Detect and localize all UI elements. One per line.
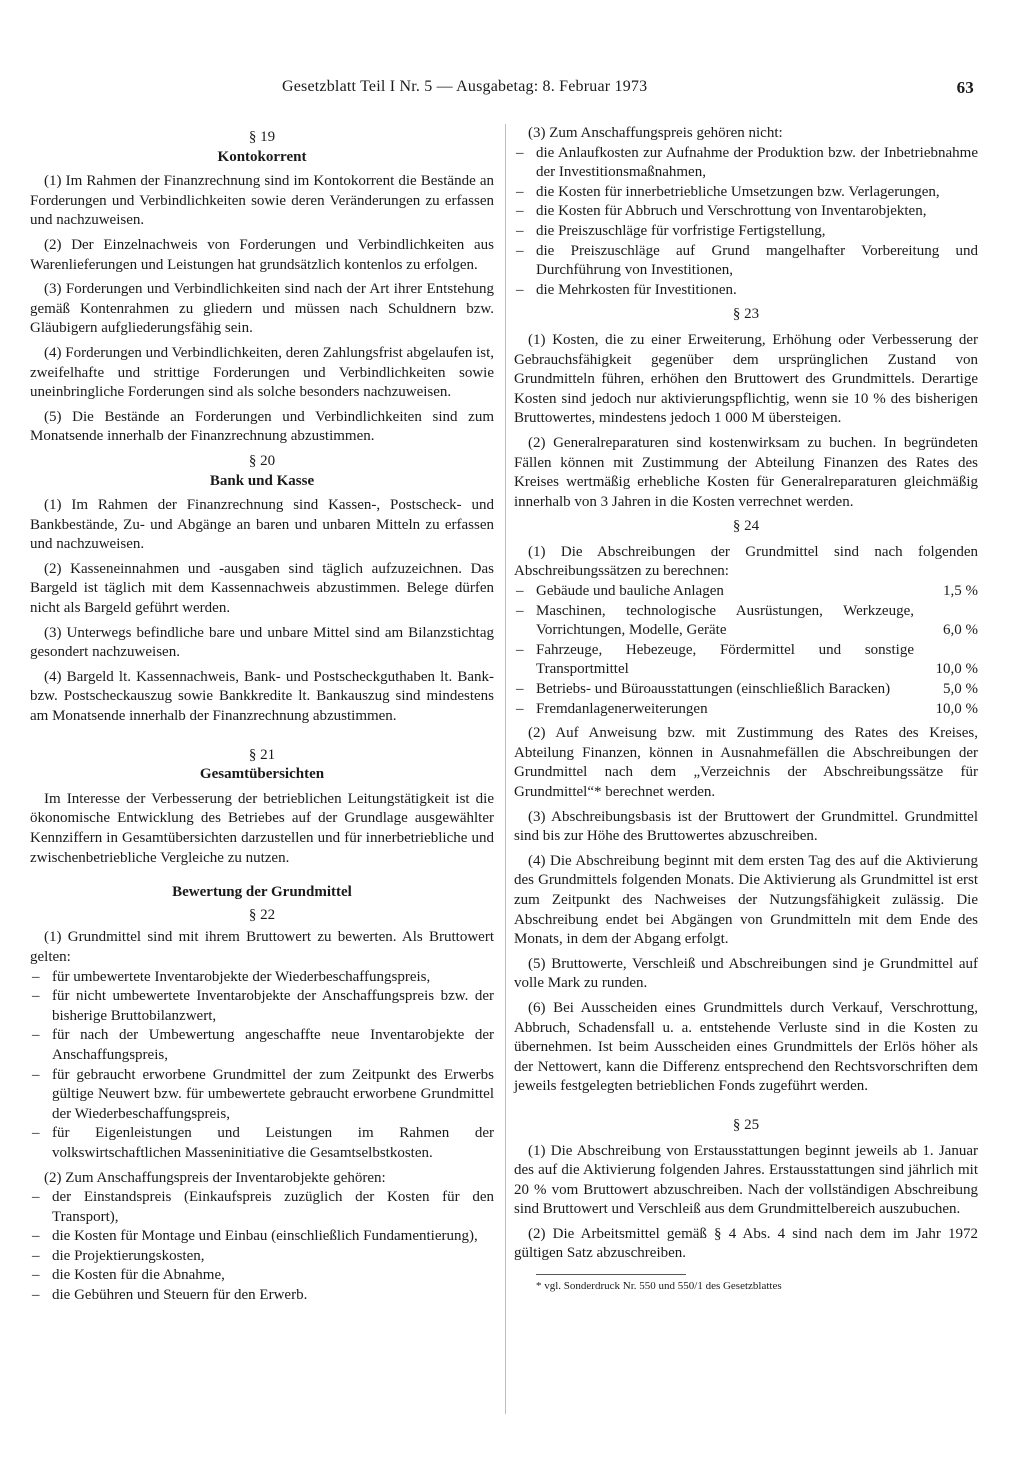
section-23-number: § 23 — [732, 306, 760, 323]
s24-paragraph-4: (4) Die Abschreibung beginnt mit dem ersten Tag des auf die Aktivierung des Grundmittels folgenden Monats. Die Aktivierung als Grundmittel ist erst zum Zeitpunkt des Nachweises der Nutzungsfähigkeit zulässig. Die Abschreibung endet bei Abgängen von Grundmitteln mit dem Ende des Monats, in dem der Abgang erfolgt. — [514, 852, 978, 948]
rate-row — [514, 602, 978, 641]
s19-paragraph-2: (2) Der Einzelnachweis von Forderungen und Verbindlichkeiten aus Warenlieferungen und Leistungen hat grundsätzlich kontenlos zu erfolgen. — [30, 236, 494, 273]
section-19-heading: Kontokorrent — [217, 148, 307, 165]
rate-label: – Gebäude und bauliche Anlagen — [536, 583, 724, 600]
s24-paragraph-1: (1) Die Abschreibungen der Grundmittel sind nach folgenden Abschreibungssätzen zu berechnen: — [514, 543, 978, 580]
section-21-heading: Gesamtübersichten — [199, 766, 325, 783]
rate-value: 6,0 % — [943, 622, 978, 639]
s23-paragraph-2: (2) Generalreparaturen sind kostenwirksam zu buchen. In begründeten Fällen können mit Zustimmung der Abteilung Finanzen des Rates des Kreises wertmäßig erhebliche Kosten für Generalreparaturen gleichmäßig innerhalb von 3 Jahren in die Kosten verrechnet werden. — [514, 434, 978, 510]
list-item: – der Einstandspreis (Einkaufspreis zuzüglich der Kosten für den Transport), — [30, 1188, 494, 1227]
rate-value: 5,0 % — [943, 681, 978, 698]
rate-value: 10,0 % — [935, 700, 978, 717]
s22-paragraph-2: (2) Zum Anschaffungspreis der Inventarobjekte gehören: — [44, 1169, 386, 1186]
rate-row — [514, 680, 978, 700]
s24-paragraph-6: (6) Bei Ausscheiden eines Grundmittels durch Verkauf, Verschrottung, Abbruch, Schadensfall u. a. entstehende Verluste sind in die Kosten zu übernehmen. Ist beim Ausscheiden eines Grundmittels der Erlös höher als der Nettowert, kann die Differenz entsprechend den Rechtsvorschriften dem jeweils festgelegten betrieblichen Fonds zugeführt werden. — [514, 999, 978, 1095]
list-item: – die Kosten für Abbruch und Verschrottung von Inventarobjekten, — [514, 202, 978, 222]
left-column — [30, 124, 494, 1311]
rate-label: – Fremdanlagenerweiterungen — [536, 700, 708, 717]
s21-paragraph-1: Im Interesse der Verbesserung der betrieblichen Leitungstätigkeit ist die ökonomische Entwicklung des Betriebes auf der Grundlage ausgewählter Kennziffern in Gesamtübersichten darzustellen und für innerbetriebliche und zwischenbetriebliche Vergleiche zu nutzen. — [30, 790, 494, 866]
group-heading-grundmittel: Bewertung der Grundmittel — [172, 884, 352, 901]
list-item: – die Gebühren und Steuern für den Erwerb. — [30, 1286, 494, 1306]
list-item: – die Kosten für Montage und Einbau (einschließlich Fundamentierung), — [30, 1227, 494, 1247]
rate-label: – Maschinen, technologische Ausrüstungen, Werkzeuge, Vorrichtungen, Modelle, Geräte — [536, 602, 914, 639]
s19-paragraph-1: (1) Im Rahmen der Finanzrechnung sind im Kontokorrent die Bestände an Forderungen und Verbindlichkeiten sowie deren Veränderungen zu erfassen und nachzuweisen. — [30, 173, 494, 229]
section-19-number: § 19 — [248, 129, 276, 145]
s22-list-anschaffungspreis — [30, 1188, 494, 1306]
s22-paragraph-1: (1) Grundmittel sind mit ihrem Bruttowert zu bewerten. Als Bruttowert gelten: — [30, 929, 494, 965]
running-title: Gesetzblatt Teil I Nr. 5 — Ausgabetag: 8. Februar 1973 — [282, 78, 648, 95]
s24-paragraph-5: (5) Bruttowerte, Verschleiß und Abschreibungen sind je Grundmittel auf volle Mark zu runden. — [514, 955, 978, 992]
list-item: – die Kosten für die Abnahme, — [30, 1266, 494, 1286]
rate-value: 1,5 % — [943, 583, 978, 600]
s22-list-bruttowert — [30, 968, 494, 1164]
s23-paragraph-1: (1) Kosten, die zu einer Erweiterung, Erhöhung oder Verbesserung der Gebrauchsfähigkeit gegenüber dem ursprünglichen Zustand von Grundmitteln führen, erhöhen den Bruttowert des Grundmittels. Derartige Kosten sind jedoch nur aktivierungspflichtig, wenn sie 10 % des bisherigen Bruttowertes, mindestens jedoch 1 000 M übersteigen. — [514, 331, 978, 427]
section-22-number: § 22 — [248, 906, 276, 923]
rate-row — [514, 700, 978, 720]
depreciation-rate-list — [514, 582, 978, 719]
s20-paragraph-1: (1) Im Rahmen der Finanzrechnung sind Kassen-, Postscheck- und Bankbestände, Zu- und Abgänge an baren und unbaren Mitteln zu erfassen und nachzuweisen. — [30, 497, 494, 553]
section-21-number: § 21 — [248, 746, 276, 763]
right-column — [514, 124, 978, 1293]
rate-label: – Fahrzeuge, Hebezeuge, Fördermittel und sonstige Transportmittel — [536, 641, 914, 678]
s24-paragraph-3: (3) Abschreibungsbasis ist der Bruttowert der Grundmittel. Grundmittel sind bis zur Höhe des Bruttowertes abzuschreiben. — [514, 808, 978, 845]
section-25-number: § 25 — [732, 1116, 760, 1133]
s19-paragraph-4: (4) Forderungen und Verbindlichkeiten, deren Zahlungsfrist abgelaufen ist, zweifelhafte und strittige Forderungen und Verbindlichkeiten sowie uneinbringliche Forderungen sind als solche besonders nachzuweisen. — [30, 344, 495, 401]
rate-row — [514, 582, 978, 602]
rate-label: – Betriebs- und Büroausstattungen (einschließlich Baracken) — [536, 681, 891, 698]
list-item: – die Projektierungskosten, — [30, 1247, 494, 1267]
page-header — [282, 78, 974, 102]
s25-paragraph-2: (2) Die Arbeitsmittel gemäß § 4 Abs. 4 sind nach dem im Jahr 1972 gültigen Satz abzuschreiben. — [514, 1225, 978, 1262]
rate-value: 10,0 % — [935, 661, 978, 678]
list-item: – für nicht umbewertete Inventarobjekte der Anschaffungspreis bzw. der bisherige Bruttobilanzwert, — [30, 987, 494, 1026]
section-20-number: § 20 — [248, 452, 276, 469]
section-20-heading: Bank und Kasse — [209, 472, 315, 489]
s19-paragraph-3: (3) Forderungen und Verbindlichkeiten sind nach der Art ihrer Entstehung gemäß Kontenrahmen zu gliedern und müssen nach Schuldnern bzw. Gläubigern aufgliederungsfähig sein. — [30, 281, 494, 337]
s25-paragraph-1: (1) Die Abschreibung von Erstausstattungen beginnt jeweils ab 1. Januar des auf die Aktivierung folgenden Jahres. Erstausstattungen sind jährlich mit 20 % vom Bruttowert abzuschreiben. Nach der vollständigen Abschreibung sind Bruttowert und Verschleiß aus dem Grundmittelbereich auszubuchen. — [514, 1142, 978, 1218]
s20-paragraph-4: (4) Bargeld lt. Kassennachweis, Bank- und Postscheckguthaben lt. Bank- bzw. Postscheckauszug sowie Bankkredite lt. Bankauszug sind mindestens am Monatsende innerhalb der Finanzrechnung abzustimmen. — [30, 668, 494, 725]
footnote: * vgl. Sonderdruck Nr. 550 und 550/1 des Gesetzblattes — [536, 1280, 782, 1293]
list-item: – die Anlaufkosten zur Aufnahme der Produktion bzw. der Inbetriebnahme der Investitionsmaßnahmen, — [514, 144, 978, 183]
s20-paragraph-3: (3) Unterwegs befindliche bare und unbare Mittel sind am Bilanzstichtag gesondert nachzuweisen. — [30, 624, 494, 661]
s22-paragraph-3: (3) Zum Anschaffungspreis gehören nicht: — [528, 125, 783, 141]
column-divider — [505, 124, 506, 1414]
section-24-number: § 24 — [732, 518, 760, 535]
s22-list-nicht — [514, 144, 978, 301]
footnote-rule — [536, 1274, 686, 1275]
list-item: – die Preiszuschläge für vorfristige Fertigstellung, — [514, 222, 978, 242]
list-item: – für umbewertete Inventarobjekte der Wiederbeschaffungspreis, — [30, 968, 494, 988]
list-item: – für Eigenleistungen und Leistungen im Rahmen der volkswirtschaftlichen Masseninitiative die Gesamtselbstkosten. — [30, 1124, 494, 1163]
s24-paragraph-2: (2) Auf Anweisung bzw. mit Zustimmung des Rates des Kreises, Abteilung Finanzen, können in Ausnahmefällen die Abschreibungen der Grundmittel nach dem „Verzeichnis der Abschreibungssätze für Grundmittel“* berechnet werden. — [514, 725, 978, 800]
list-item: – für nach der Umbewertung angeschaffte neue Inventarobjekte der Anschaffungspreis, — [30, 1026, 494, 1065]
rate-row — [514, 641, 978, 680]
s19-paragraph-5: (5) Die Bestände an Forderungen und Verbindlichkeiten sind zum Monatsende innerhalb der Finanzrechnung abzustimmen. — [30, 408, 494, 445]
list-item: – für gebraucht erworbene Grundmittel der zum Zeitpunkt des Erwerbs gültige Neuwert bzw. für umbewertete gebraucht erworbene Grundmittel der Wiederbeschaffungspreis, — [30, 1066, 494, 1125]
list-item: – die Kosten für innerbetriebliche Umsetzungen bzw. Verlagerungen, — [514, 183, 978, 203]
list-item: – die Preiszuschläge auf Grund mangelhafter Vorbereitung und Durchführung von Investitionen, — [514, 242, 978, 281]
page-number: 63 — [956, 78, 974, 97]
s20-paragraph-2: (2) Kasseneinnahmen und -ausgaben sind täglich aufzuzeichnen. Das Bargeld ist täglich mit dem Kassennachweis abzustimmen. Belege dürfen nicht als Bargeld geführt werden. — [30, 560, 494, 617]
list-item: – die Mehrkosten für Investitionen. — [514, 281, 978, 301]
